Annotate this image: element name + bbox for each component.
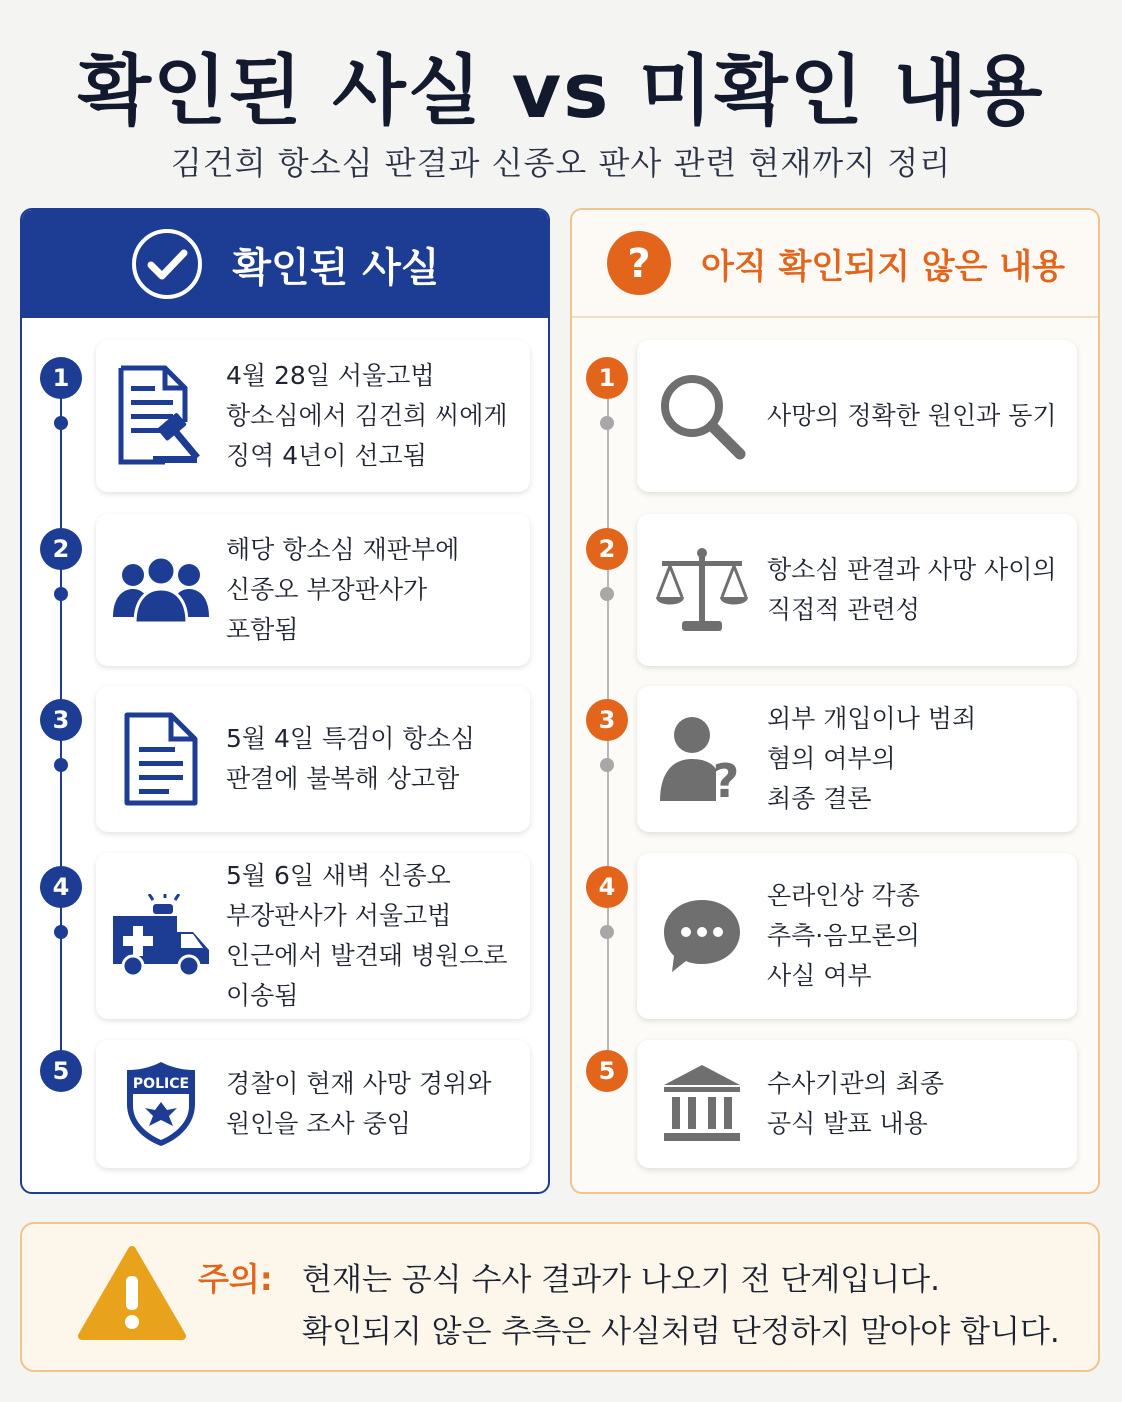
ambulance-icon [96,894,226,978]
timeline-dot [600,416,614,430]
step-number: 5 [40,1050,82,1092]
timeline-dot [54,758,68,772]
government-building-icon [637,1063,767,1145]
step-number: 3 [586,699,628,741]
police-badge-text: POLICE [132,1076,190,1092]
scales-icon [637,545,767,635]
step-number: 4 [40,866,82,908]
confirmed-item [96,853,530,1019]
unconfirmed-item [637,1040,1077,1168]
warning-triangle-icon [76,1244,188,1346]
magnifier-icon [637,370,767,462]
unconfirmed-item-text: 항소심 판결과 사망 사이의 직접적 관련성 [767,555,1057,624]
unconfirmed-item [637,340,1077,492]
confirmed-facts-header [22,210,548,318]
unconfirmed-title: 아직 확인되지 않은 내용 [701,246,1065,287]
timeline-dot [54,587,68,601]
svg-text:?: ? [627,241,651,287]
confirmed-item [96,686,530,832]
step-number: 3 [40,699,82,741]
unconfirmed-header [572,210,1098,318]
confirmed-item-text: 5월 4일 특검이 항소심 판결에 불복해 상고함 [226,724,475,793]
question-circle-icon [605,229,673,297]
timeline-dot [54,416,68,430]
step-number: 1 [40,357,82,399]
page-subtitle: 김건희 항소심 판결과 신종오 판사 관련 현재까지 정리 [170,144,952,182]
confirmed-item-text: 해당 항소심 재판부에 신종오 부장판사가 포함됨 [226,535,460,644]
confirmed-item-text: 5월 6일 새벽 신종오 부장판사가 서울고법 인근에서 발견돼 병원으로 이송됨 [226,861,508,1010]
svg-text:?: ? [712,754,740,805]
document-gavel-icon [96,364,226,468]
notice-label: 주의: [198,1260,273,1298]
unconfirmed-item-text: 온라인상 각종 추측·음모론의 사실 여부 [767,881,920,990]
step-number: 4 [586,866,628,908]
page-title: 확인된 사실 vs 미확인 내용 [77,46,1045,135]
timeline-dot [600,587,614,601]
timeline-dot [600,925,614,939]
check-circle-icon [130,227,204,301]
speech-bubble-icon [637,896,767,976]
unconfirmed-item-text: 수사기관의 최종 공식 발표 내용 [767,1069,944,1138]
confirmed-facts-title: 확인된 사실 [232,244,440,291]
unconfirmed-item [637,514,1077,666]
confirmed-item [96,1040,530,1168]
step-number: 2 [586,528,628,570]
caution-notice [20,1222,1100,1372]
unconfirmed-item-text: 사망의 정확한 원인과 동기 [767,401,1057,430]
step-number: 1 [586,357,628,399]
unconfirmed-item-text: 외부 개입이나 범죄 혐의 여부의 최종 결론 [767,704,977,813]
timeline-dot [54,925,68,939]
document-icon [96,711,226,807]
confirmed-item [96,340,530,492]
timeline-dot [600,758,614,772]
people-group-icon [96,555,226,625]
confirmed-item-text: 4월 28일 서울고법 항소심에서 김건희 씨에게 징역 4년이 선고됨 [226,361,508,470]
unconfirmed-item [637,853,1077,1019]
unconfirmed-item [637,686,1077,832]
notice-text-line1: 현재는 공식 수사 결과가 나오기 전 단계입니다. [302,1262,940,1298]
police-badge-icon [96,1060,226,1148]
step-number: 2 [40,528,82,570]
confirmed-item [96,514,530,666]
person-question-icon [637,713,767,805]
step-number: 5 [586,1050,628,1092]
notice-text-line2: 확인되지 않은 추측은 사실처럼 단정하지 말아야 합니다. [302,1314,1060,1350]
confirmed-item-text: 경찰이 현재 사망 경위와 원인을 조사 중임 [226,1069,492,1138]
